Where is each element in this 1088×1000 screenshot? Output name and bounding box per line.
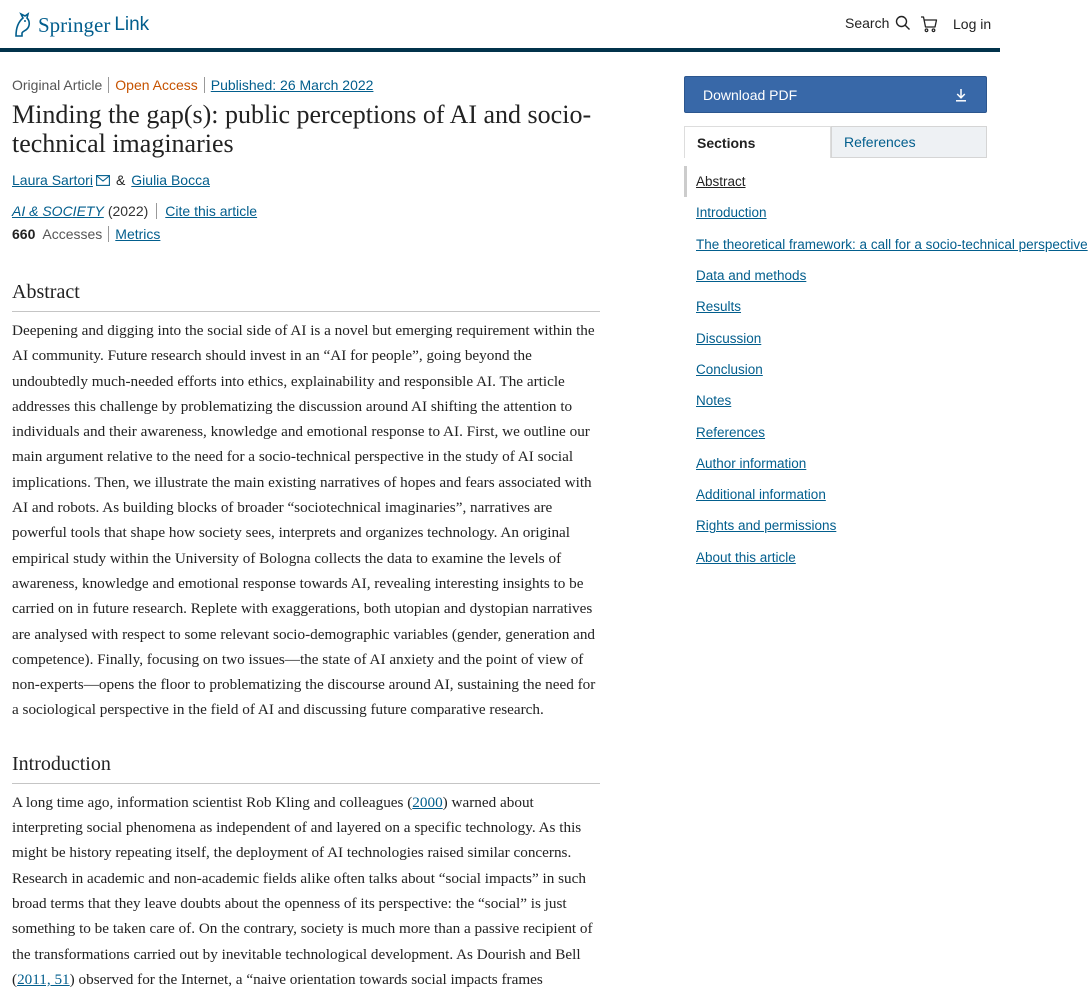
toc-link[interactable]: Discussion	[696, 330, 762, 346]
abstract-heading: Abstract	[12, 281, 600, 312]
toc-item-rights-and-permissions[interactable]	[684, 510, 987, 541]
toc-link[interactable]: Results	[696, 299, 742, 315]
toc-item-notes[interactable]	[684, 385, 987, 416]
springer-link-logo[interactable]	[12, 11, 149, 39]
divider	[156, 203, 157, 219]
toc-item-about-this-article[interactable]	[684, 542, 987, 573]
cart-button[interactable]	[920, 15, 938, 38]
toc-link[interactable]: Conclusion	[696, 361, 763, 377]
toc-link[interactable]: References	[696, 424, 766, 440]
toc-item-abstract[interactable]	[684, 166, 987, 197]
published-date-link[interactable]: Published: 26 March 2022	[210, 77, 374, 93]
publication-year: (2022)	[107, 203, 149, 219]
search-label: Search	[845, 15, 890, 31]
journal-info	[12, 203, 600, 219]
toc-item-results[interactable]	[684, 291, 987, 322]
toc-link[interactable]: Introduction	[696, 205, 767, 221]
tab-references[interactable]: References	[831, 126, 987, 158]
logo-link-text: Link	[114, 14, 150, 35]
divider	[108, 226, 109, 242]
divider	[204, 77, 205, 93]
email-icon[interactable]	[96, 175, 110, 186]
author-list	[12, 172, 600, 188]
toc-link[interactable]: About this article	[696, 549, 796, 565]
cite-article-link[interactable]: Cite this article	[165, 203, 258, 219]
toc-item-additional-information[interactable]	[684, 479, 987, 510]
toc-item-references[interactable]	[684, 416, 987, 447]
login-button[interactable]: Log in	[953, 16, 992, 32]
citation-link[interactable]: 2011, 51	[17, 970, 70, 988]
intro-text-part: ) observed for the Internet, a “naive orientation towards social impacts frames	[69, 970, 543, 988]
cart-icon	[920, 15, 938, 33]
divider	[108, 77, 109, 93]
intro-text-part: A long time ago, information scientist Rob Kling and colleagues (	[12, 793, 413, 811]
citation-link[interactable]: 2000	[412, 793, 443, 811]
download-icon	[954, 88, 968, 102]
article-main	[12, 76, 600, 992]
article-meta	[12, 76, 600, 94]
download-pdf-label: Download PDF	[703, 86, 798, 103]
author-separator: &	[115, 172, 126, 188]
toc-link[interactable]: Author information	[696, 455, 807, 471]
toc-link[interactable]: Abstract	[696, 174, 746, 190]
article-title: Minding the gap(s): public perceptions of AI and socio-technical imaginaries	[12, 100, 592, 158]
open-access-badge: Open Access	[115, 77, 198, 93]
article-metrics	[12, 226, 600, 242]
tab-sections[interactable]: Sections	[684, 126, 831, 158]
toc-link[interactable]: Data and methods	[696, 268, 807, 284]
toc-link[interactable]: The theoretical framework: a call for a socio-technical perspective	[696, 236, 1088, 252]
search-button[interactable]	[845, 15, 911, 31]
download-pdf-button[interactable]	[684, 76, 987, 113]
toc-item-theoretical-framework[interactable]	[684, 229, 1088, 260]
toc-item-introduction[interactable]	[684, 197, 987, 228]
springer-horse-icon	[12, 12, 34, 38]
metrics-link[interactable]: Metrics	[115, 226, 161, 242]
toc-item-author-information[interactable]	[684, 448, 987, 479]
introduction-heading: Introduction	[12, 753, 600, 784]
site-header	[0, 0, 1000, 52]
introduction-text	[12, 790, 600, 992]
accesses-label: Accesses	[42, 226, 103, 242]
article-type: Original Article	[12, 77, 103, 93]
toc-item-discussion[interactable]	[684, 322, 987, 353]
journal-link[interactable]: AI & SOCIETY	[12, 203, 104, 219]
search-icon	[895, 15, 911, 31]
accesses-count: 660	[12, 226, 36, 242]
author-link-sartori[interactable]: Laura Sartori	[12, 172, 93, 188]
logo-springer-text: Springer	[38, 12, 111, 37]
toc-link[interactable]: Additional information	[696, 487, 826, 503]
author-link-bocca[interactable]: Giulia Bocca	[131, 172, 210, 188]
toc-item-data-and-methods[interactable]	[684, 260, 987, 291]
sidebar-tabs	[684, 126, 987, 158]
sections-nav	[684, 166, 1088, 573]
toc-item-conclusion[interactable]	[684, 354, 987, 385]
toc-link[interactable]: Rights and permissions	[696, 518, 837, 534]
intro-text-part: ) warned about interpreting social phenomena as independent of and layered on a specific technology. As this might be history repeating itself, the deployment of AI technologies raised similar concerns. Research in academic and non-academic fields alike often talks about “social impacts” in such broad terms that they leave doubts about the openness of its perspective: the “social” is just something to be taken care of. On the contrary, society is much more than a passive recipient of the transformations carried out by inevitable technological development. As Dourish and Bell (	[12, 793, 593, 988]
abstract-text: Deepening and digging into the social side of AI is a novel but emerging requirement within the AI community. Future research should invest in an “AI for people”, going beyond the undoubtedly much-needed efforts into ethics, explainability and responsible AI. The article addresses this challenge by problematizing the discussion around AI shifting the attention to individuals and their awareness, knowledge and emotional response to AI. First, we outline our main argument relative to the need for a socio-technical perspective in the study of AI social implications. Then, we illustrate the main existing narratives of hopes and fears associated with AI and robots. As building blocks of broader “sociotechnical imaginaries”, narratives are powerful tools that shape how society sees, interprets and organizes technology. An original empirical study within the University of Bologna collects the data to examine the levels of awareness, knowledge and emotional response towards AI, revealing interesting insights to be carried on in future research. Replete with exaggerations, both utopian and dystopian narratives are analysed with respect to some relevant socio-demographic variables (gender, generation and competence). Finally, focusing on two issues—the state of AI anxiety and the point of view of non-experts—opens the floor to problematizing the discourse around AI, sustaining the need for a sociological perspective in the field of AI and discussing future comparative research.	[12, 322, 596, 719]
toc-link[interactable]: Notes	[696, 393, 732, 409]
